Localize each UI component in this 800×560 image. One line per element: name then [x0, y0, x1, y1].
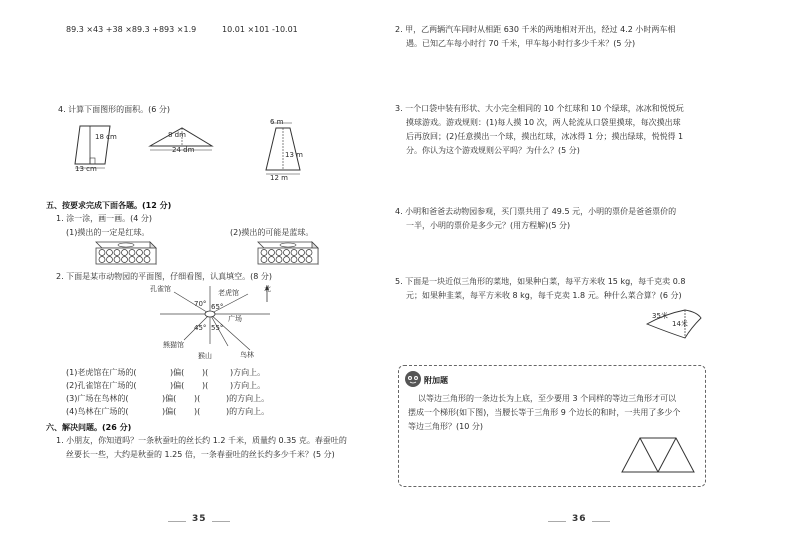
fill-4-mid2[interactable]: )( — [194, 407, 201, 416]
map-angle-45: 45° — [194, 324, 207, 332]
land-base-label: 35米 — [652, 312, 668, 320]
s5-q1-b: (2)摸出的可能是蓝球。 — [230, 228, 314, 237]
s5-q1: 1. 涂一涂，画一画。(4 分) — [56, 214, 153, 223]
bonus-line3: 等边三角形？(10 分) — [408, 422, 483, 431]
triangle-base-label: 24 dm — [172, 146, 195, 154]
fill-3-label: (3)广场在鸟林的( — [66, 394, 129, 403]
map-angle-70: 70° — [194, 300, 207, 308]
fill-1-label: (1)老虎馆在广场的( — [66, 368, 137, 377]
r-q2-line2: 遇。已知乙车每小时行 70 千米，甲车每小时行多少千米？(5 分) — [406, 39, 636, 48]
r-q3-line3: 后再放回；(2)任意摸出一个球，摸出红球，冰冰得 1 分；摸出绿球，悦悦得 1 — [406, 132, 684, 141]
page-number-right: 36 — [572, 514, 587, 524]
fill-2-mid2[interactable]: )( — [202, 381, 209, 390]
fill-2-label: (2)孔雀馆在广场的( — [66, 381, 137, 390]
fill-1-mid2[interactable]: )( — [202, 368, 209, 377]
fill-4-end[interactable]: )的方向上。 — [226, 407, 270, 416]
r-q5-line1: 5. 下面是一块近似三角形的菜地，如果种白菜，每平方米收 15 kg，每千克卖 0.8 — [395, 277, 686, 286]
fill-2-mid1[interactable]: )偏( — [170, 381, 185, 390]
trapezoid-triangles-figure — [620, 436, 700, 476]
map-angle-55: 55° — [211, 324, 224, 332]
r-q3-line4: 分。你认为这个游戏规则公平吗？为什么？(5 分) — [406, 146, 580, 155]
s5-q1-a: (1)摸出的一定是红球。 — [66, 228, 150, 237]
bonus-line1: 以等边三角形的一条边长为上底，至少要用 3 个同样的等边三角形才可以 — [418, 394, 677, 403]
parallelogram-height: 18 cm — [95, 133, 117, 141]
fill-2-end[interactable]: )方向上。 — [230, 381, 266, 390]
calc-expression-1: 89.3 ×43 +38 ×89.3 +893 ×1.9 — [66, 25, 197, 34]
page-dash-left-2 — [212, 521, 230, 522]
parallelogram-base: 13 cm — [75, 165, 97, 173]
fill-1-end[interactable]: )方向上。 — [230, 368, 266, 377]
trapezoid-top-label: 6 m — [270, 118, 284, 126]
r-q3-line1: 3. 一个口袋中装有形状、大小完全相同的 10 个红球和 10 个绿球，冰冰和悦悦玩 — [395, 104, 684, 113]
r-q4-line2: 一半，小明的票价是多少元？(用方程解)(5 分) — [406, 221, 571, 230]
ball-box-2[interactable] — [250, 240, 320, 266]
map-square-label: 广场 — [228, 315, 242, 323]
section-5-title: 五、按要求完成下面各题。(12 分) — [46, 201, 172, 210]
page-dash-right-1 — [548, 521, 566, 522]
page-dash-right-2 — [592, 521, 610, 522]
map-monkey-label: 猴山 — [198, 352, 212, 360]
r-q4-line1: 4. 小明和爸爸去动物园参观，买门票共用了 49.5 元，小明的票价是爸爸票价的 — [395, 207, 677, 216]
s6-q1-line1: 1. 小朋友，你知道吗？一条秋蚕吐的丝长约 1.2 千米，质量约 0.35 克。春蚕吐的 — [56, 436, 347, 445]
ball-box-1[interactable] — [88, 240, 158, 266]
page-dash-left-1 — [168, 521, 186, 522]
q4-title: 4. 计算下面图形的面积。(6 分) — [58, 105, 171, 114]
r-q2-line1: 2. 甲，乙两辆汽车同时从相距 630 千米的两地相对开出，经过 4.2 小时两车相 — [395, 25, 676, 34]
trapezoid-height-label: 13 m — [285, 151, 303, 159]
map-north-label: 北 — [264, 285, 271, 293]
map-tiger-label: 老虎馆 — [218, 289, 239, 297]
bonus-line2: 摆成一个梯形(如下图)，当腰长等于三角形 9 个边长的和时，一共用了多少个 — [408, 408, 681, 417]
triangle-top-label: 8 dm — [168, 131, 186, 139]
fill-3-mid1[interactable]: )偏( — [162, 394, 177, 403]
map-peacock-label: 孔雀馆 — [150, 285, 171, 293]
fill-4-mid1[interactable]: )偏( — [162, 407, 177, 416]
r-q5-line2: 元；如果种韭菜，每平方米收 8 kg，每千克卖 1.8 元。种什么菜合算？(6 分) — [406, 291, 682, 300]
map-angle-65: 65° — [211, 303, 224, 311]
calc-expression-2: 10.01 ×101 -10.01 — [222, 25, 298, 34]
s5-q2: 2. 下面是某市动物园的平面图，仔细看图，认真填空。(8 分) — [56, 272, 273, 281]
trapezoid-bottom-label: 12 m — [270, 174, 288, 182]
fill-1-mid1[interactable]: )偏( — [170, 368, 185, 377]
bonus-title: 附加题 — [424, 376, 448, 385]
section-6-title: 六、解决问题。(26 分) — [46, 423, 132, 432]
map-panda-label: 熊猫馆 — [163, 341, 184, 349]
fill-4-label: (4)鸟林在广场的( — [66, 407, 129, 416]
fill-3-end[interactable]: )的方向上。 — [226, 394, 270, 403]
bonus-mascot-icon — [404, 370, 422, 388]
map-bird-label: 鸟林 — [240, 351, 254, 359]
fill-3-mid2[interactable]: )( — [194, 394, 201, 403]
r-q3-line2: 摸球游戏。游戏规则：(1)每人摸 10 次，两人轮流从口袋里摸球，每次摸出球 — [406, 118, 681, 127]
s6-q1-line2: 丝要长一些，大约是秋蚕的 1.25 倍，一条春蚕吐的丝长约多少千米？(5 分) — [66, 450, 335, 459]
land-height-label: 14米 — [672, 320, 688, 328]
page-number-left: 35 — [192, 514, 207, 524]
